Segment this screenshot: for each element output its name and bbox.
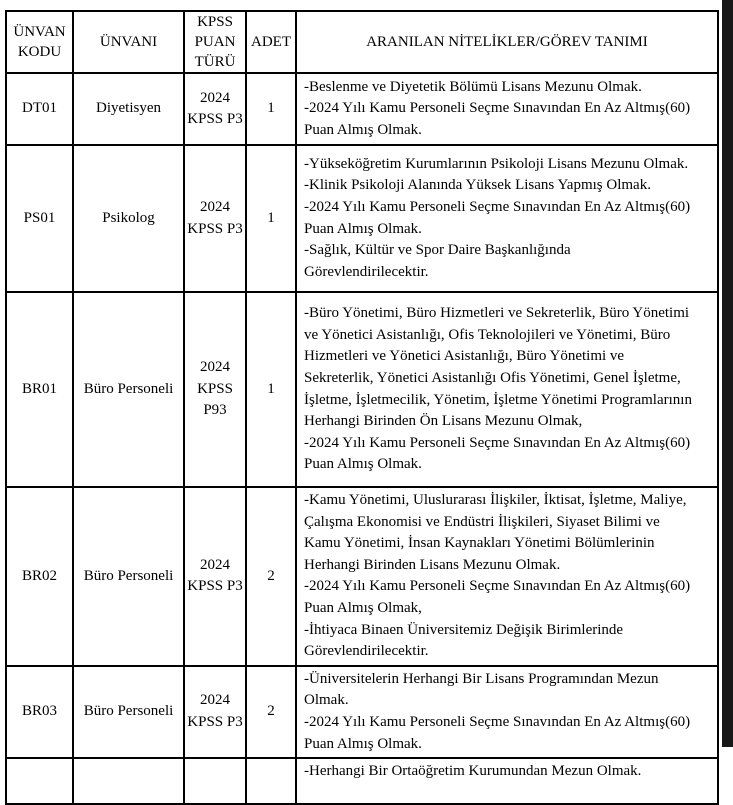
cell-unvan-kodu bbox=[6, 758, 73, 804]
cell-unvani: Psikolog bbox=[73, 145, 184, 292]
cell-kpss-puan-turu: 2024 KPSS P3 bbox=[184, 666, 246, 758]
qualification-line: -Yükseköğretim Kurumlarının Psikoloji Lisans Mezunu Olmak. bbox=[304, 155, 689, 172]
qualification-line: -2024 Yılı Kamu Personeli Seçme Sınavından En Az Altmış(60) Puan Almış Olmak. bbox=[304, 100, 691, 138]
cell-adet: 2 bbox=[246, 487, 296, 666]
cell-nitelikler bbox=[296, 487, 718, 666]
header-unvani: ÜNVANI bbox=[73, 11, 184, 73]
table-row bbox=[6, 292, 718, 487]
cell-unvan-kodu: PS01 bbox=[6, 145, 73, 292]
qualification-line: -Kamu Yönetimi, Uluslurarası İlişkiler, İktisat, İşletme, Maliye, Çalışma Ekonomisi ve Endüstri İlişkileri, Siyaset Bilimi ve Kamu Yönetimi, İnsan Kaynakları Yönetimi Bölümlerinin Herhangi Birinden Lisans Mezunu Olmak. bbox=[304, 492, 687, 573]
cell-adet: 1 bbox=[246, 292, 296, 487]
cell-kpss-puan-turu: 2024 KPSS P3 bbox=[184, 145, 246, 292]
cell-unvani: Büro Personeli bbox=[73, 487, 184, 666]
table-row bbox=[6, 758, 718, 804]
qualification-line: -Klinik Psikoloji Alanında Yüksek Lisans Yapmış Olmak. bbox=[304, 177, 651, 194]
cell-nitelikler bbox=[296, 145, 718, 292]
qualification-line: -Üniversitelerin Herhangi Bir Lisans Programından Mezun Olmak. bbox=[304, 670, 659, 709]
cell-nitelikler bbox=[296, 292, 718, 487]
cell-adet: 1 bbox=[246, 73, 296, 145]
table-row bbox=[6, 145, 718, 292]
qualification-line: -İhtiyaca Binaen Üniversitemiz Değişik Birimlerinde Görevlendirilecektir. bbox=[304, 621, 624, 660]
cell-kpss-puan-turu: 2024 KPSS P3 bbox=[184, 73, 246, 145]
qualification-line: -2024 Yılı Kamu Personeli Seçme Sınavından En Az Altmış(60) Puan Almış Olmak. bbox=[304, 434, 691, 473]
cell-unvan-kodu: BR03 bbox=[6, 666, 73, 758]
cell-kpss-puan-turu: 2024 KPSS P3 bbox=[184, 487, 246, 666]
header-unvan-kodu: ÜNVAN KODU bbox=[6, 11, 73, 73]
table-header-row bbox=[6, 11, 718, 73]
cell-nitelikler bbox=[296, 73, 718, 145]
cell-unvani: Büro Personeli bbox=[73, 666, 184, 758]
qualification-line: -Beslenme ve Diyetetik Bölümü Lisans Mezunu Olmak. bbox=[304, 78, 642, 95]
cell-kpss-puan-turu: 2024 KPSS P93 bbox=[184, 292, 246, 487]
header-nitelikler: ARANILAN NİTELİKLER/GÖREV TANIMI bbox=[296, 11, 718, 73]
cell-unvan-kodu: DT01 bbox=[6, 73, 73, 145]
job-posting-table bbox=[5, 10, 719, 805]
qualification-line: -Herhangi Bir Ortaöğretim Kurumundan Mezun Olmak. bbox=[304, 763, 642, 780]
header-adet: ADET bbox=[246, 11, 296, 73]
table-row bbox=[6, 73, 718, 145]
cell-adet: 1 bbox=[246, 145, 296, 292]
qualification-line: -2024 Yılı Kamu Personeli Seçme Sınavından En Az Altmış(60) Puan Almış Olmak, bbox=[304, 578, 691, 616]
qualification-line: -2024 Yılı Kamu Personeli Seçme Sınavından En Az Altmış(60) Puan Almış Olmak. bbox=[304, 713, 691, 752]
header-kpss-puan-turu: KPSS PUAN TÜRÜ bbox=[184, 11, 246, 73]
cell-adet: 2 bbox=[246, 666, 296, 758]
cell-unvani bbox=[73, 758, 184, 804]
qualification-line: -Sağlık, Kültür ve Spor Daire Başkanlığında Görevlendirilecektir. bbox=[304, 242, 571, 280]
cell-unvani: Büro Personeli bbox=[73, 292, 184, 487]
cell-unvan-kodu: BR01 bbox=[6, 292, 73, 487]
viewer-background-strip bbox=[722, 0, 733, 747]
cell-unvan-kodu: BR02 bbox=[6, 487, 73, 666]
qualification-line: -Büro Yönetimi, Büro Hizmetleri ve Sekreterlik, Büro Yönetimi ve Yönetici Asistanlığı, Ofis Teknolojileri ve Yönetimi, Büro Hizmetleri ve Yönetici Asistanlığı, Büro Yönetimi ve Sekreterlik, Yönetici Asistanlığı Ofis Yönetimi, Genel İşletme, İşletme, İşletmecilik, Yönetim, İşletme Yönetimi Programlarının Herhangi Birinden Ön Lisans Mezunu Olmak, bbox=[304, 305, 692, 430]
table-row bbox=[6, 487, 718, 666]
cell-unvani: Diyetisyen bbox=[73, 73, 184, 145]
cell-kpss-puan-turu bbox=[184, 758, 246, 804]
qualification-line: -2024 Yılı Kamu Personeli Seçme Sınavından En Az Altmış(60) Puan Almış Olmak. bbox=[304, 198, 691, 237]
cell-nitelikler bbox=[296, 758, 718, 804]
table-body bbox=[6, 73, 718, 804]
cell-nitelikler bbox=[296, 666, 718, 758]
table-row bbox=[6, 666, 718, 758]
cell-adet bbox=[246, 758, 296, 804]
